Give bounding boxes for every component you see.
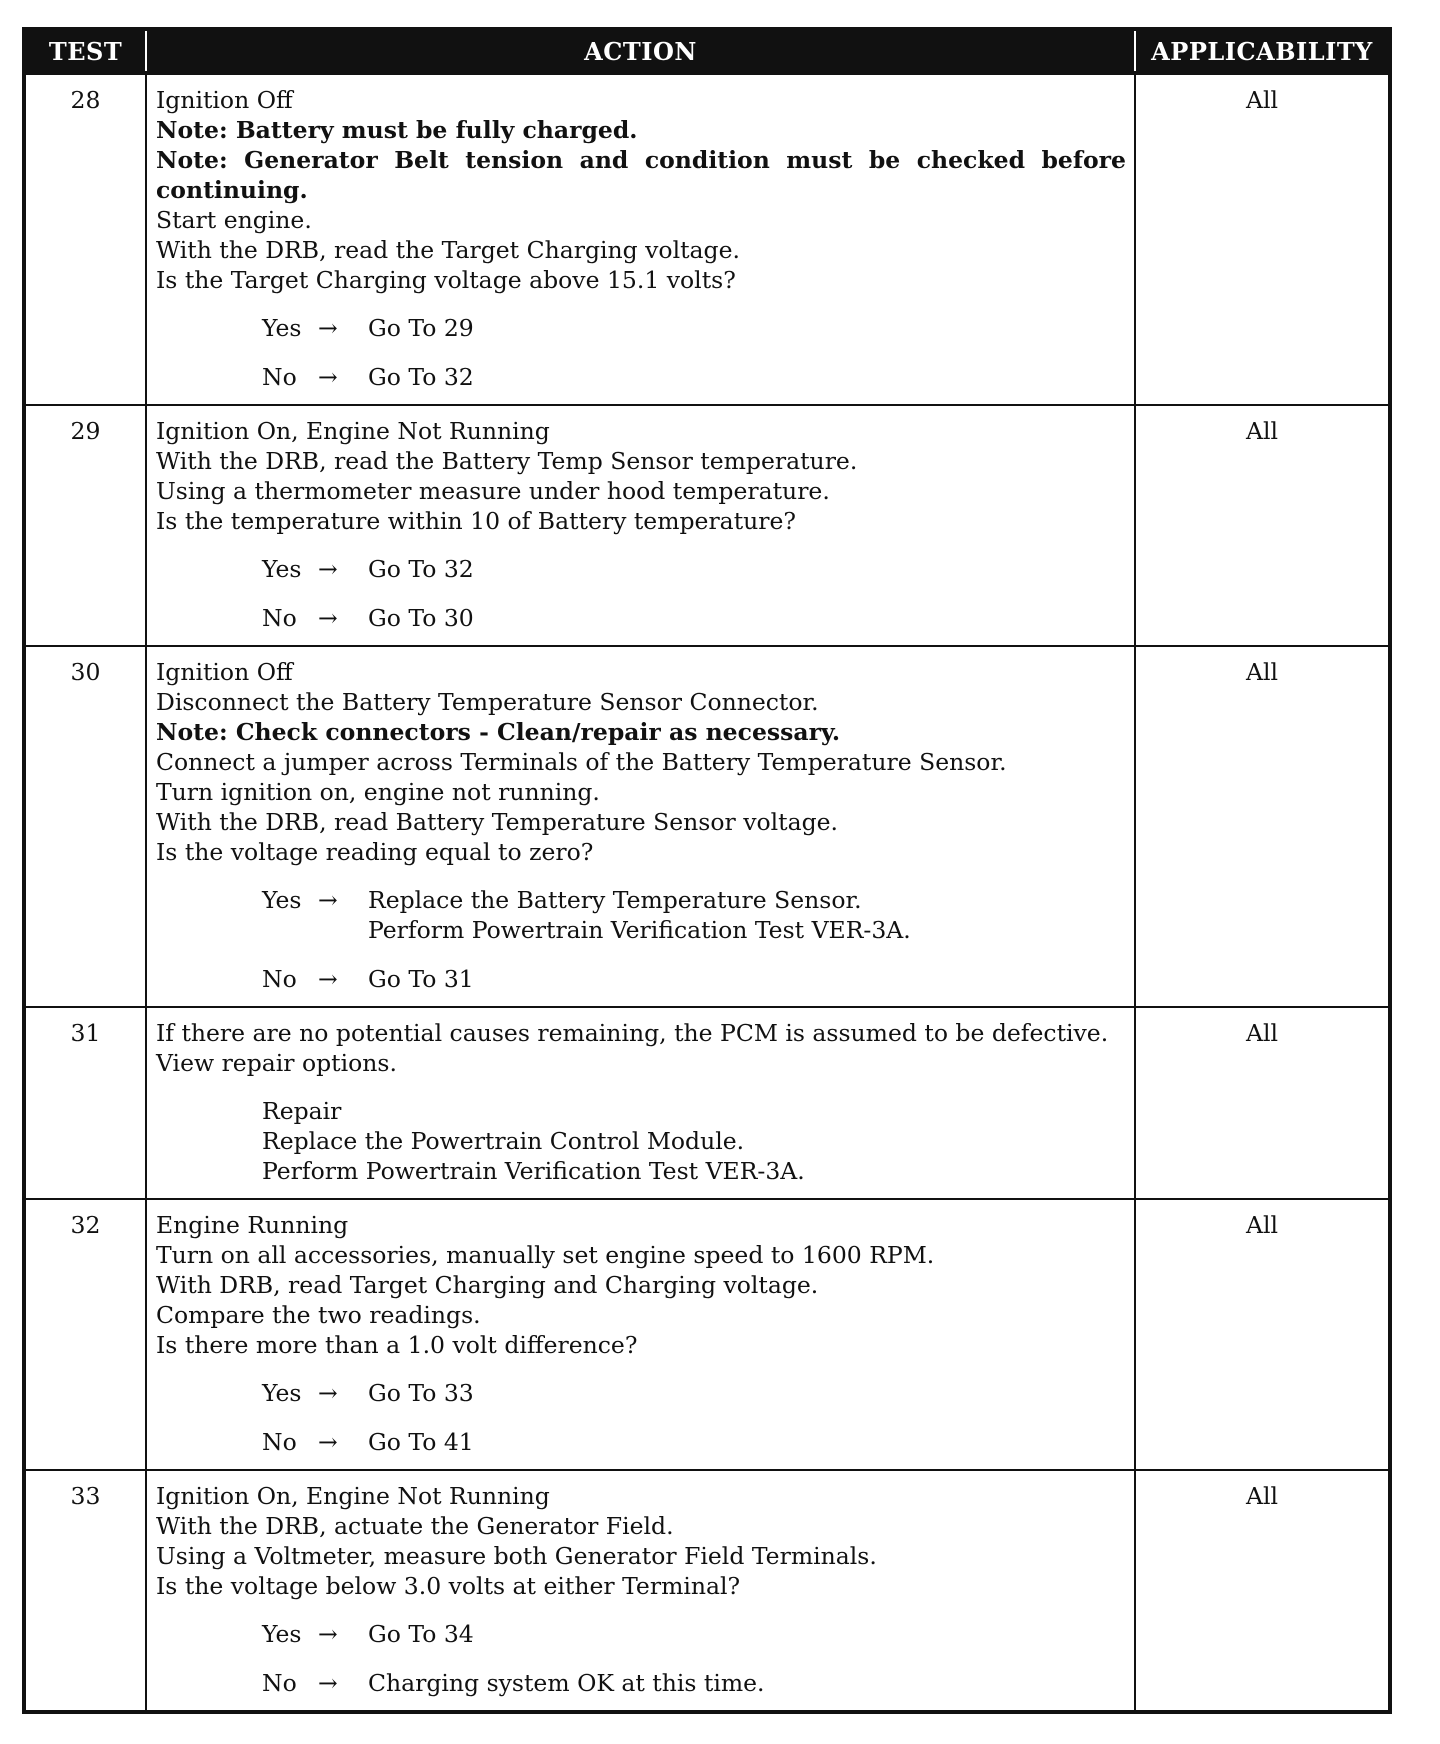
- result-outcome: [368, 1668, 765, 1698]
- applicability-cell: All: [1135, 73, 1390, 405]
- table-row: [24, 73, 1390, 405]
- action-step: With the DRB, actuate the Generator Field.: [156, 1512, 674, 1540]
- result-answer: No: [262, 363, 297, 391]
- action-step: Is the voltage below 3.0 volts at either Terminal?: [156, 1572, 741, 1600]
- repair-label: Repair: [262, 1097, 342, 1125]
- result-outcome-line: Go To 32: [368, 555, 474, 583]
- action-step: Ignition Off: [156, 658, 293, 686]
- result-answer: Yes: [262, 555, 302, 583]
- result-branch: [156, 1668, 1126, 1698]
- applicability-cell: All: [1135, 405, 1390, 646]
- result-answer: Yes: [262, 314, 302, 342]
- applicability-cell: All: [1135, 646, 1390, 1007]
- result-outcome-line: Perform Powertrain Verification Test VER-3A.: [368, 916, 911, 944]
- action-step: Ignition On, Engine Not Running: [156, 1482, 550, 1510]
- right-arrow-icon: →: [318, 363, 338, 391]
- result-branch: [156, 1619, 1126, 1649]
- result-outcome-line: Go To 33: [368, 1379, 474, 1407]
- header-applicability: APPLICABILITY: [1135, 29, 1390, 73]
- result-answer: Yes: [262, 886, 302, 914]
- action-step: With the DRB, read the Target Charging voltage.: [156, 236, 740, 264]
- action-step: With the DRB, read the Battery Temp Sensor temperature.: [156, 447, 858, 475]
- test-number: 32: [24, 1199, 146, 1470]
- result-branch: [156, 885, 1126, 945]
- result-answer: No: [262, 1428, 297, 1456]
- result-branch: [156, 554, 1126, 584]
- right-arrow-icon: →: [318, 965, 338, 993]
- right-arrow-icon: →: [318, 1428, 338, 1456]
- action-step: Disconnect the Battery Temperature Sensor Connector.: [156, 688, 819, 716]
- right-arrow-icon: →: [318, 604, 338, 632]
- result-outcome: [368, 964, 474, 994]
- result-branch: [156, 313, 1126, 343]
- table-row: [24, 1199, 1390, 1470]
- result-outcome: [368, 885, 911, 945]
- applicability-cell: All: [1135, 1007, 1390, 1199]
- action-note: Note: Generator Belt tension and condition must be checked before continuing.: [156, 146, 1126, 204]
- result-outcome-line: Go To 29: [368, 314, 474, 342]
- result-outcome-line: Charging system OK at this time.: [368, 1669, 765, 1697]
- action-step: View repair options.: [156, 1049, 397, 1077]
- right-arrow-icon: →: [318, 555, 338, 583]
- test-number: 28: [24, 73, 146, 405]
- result-branch: [156, 964, 1126, 994]
- result-outcome-line: Replace the Battery Temperature Sensor.: [368, 886, 862, 914]
- repair-step: Replace the Powertrain Control Module.: [262, 1127, 745, 1155]
- result-branch: [156, 603, 1126, 633]
- action-cell: [146, 1199, 1135, 1470]
- test-number: 33: [24, 1470, 146, 1712]
- result-outcome: [368, 554, 474, 584]
- action-note: Note: Check connectors - Clean/repair as necessary.: [156, 718, 841, 746]
- action-cell: [146, 405, 1135, 646]
- applicability-cell: All: [1135, 1470, 1390, 1712]
- result-answer: Yes: [262, 1620, 302, 1648]
- action-step: Ignition On, Engine Not Running: [156, 417, 550, 445]
- header-test: TEST: [24, 29, 146, 73]
- result-outcome: [368, 313, 474, 343]
- table-row: [24, 1007, 1390, 1199]
- result-branch: [156, 1378, 1126, 1408]
- test-number: 30: [24, 646, 146, 1007]
- action-step: Turn on all accessories, manually set engine speed to 1600 RPM.: [156, 1241, 935, 1269]
- repair-step: Perform Powertrain Verification Test VER-3A.: [262, 1157, 805, 1185]
- action-step: Turn ignition on, engine not running.: [156, 778, 600, 806]
- action-step: Engine Running: [156, 1211, 349, 1239]
- action-step: Using a thermometer measure under hood temperature.: [156, 477, 830, 505]
- action-cell: [146, 73, 1135, 405]
- test-number: 29: [24, 405, 146, 646]
- action-cell: [146, 646, 1135, 1007]
- right-arrow-icon: →: [318, 1379, 338, 1407]
- action-step: With the DRB, read Battery Temperature Sensor voltage.: [156, 808, 839, 836]
- result-outcome: [368, 1619, 474, 1649]
- action-note: Note: Battery must be fully charged.: [156, 116, 638, 144]
- result-answer: No: [262, 965, 297, 993]
- action-step: Is the voltage reading equal to zero?: [156, 838, 594, 866]
- result-outcome: [368, 1378, 474, 1408]
- result-outcome: [368, 362, 474, 392]
- table-header-row: [24, 29, 1390, 73]
- right-arrow-icon: →: [318, 886, 338, 914]
- action-step: With DRB, read Target Charging and Charging voltage.: [156, 1271, 819, 1299]
- table-row: [24, 405, 1390, 646]
- action-step: Compare the two readings.: [156, 1301, 481, 1329]
- action-step: Is the Target Charging voltage above 15.1 volts?: [156, 266, 736, 294]
- result-answer: No: [262, 604, 297, 632]
- table-row: [24, 646, 1390, 1007]
- diagnostic-test-table: [22, 27, 1392, 1714]
- header-action: ACTION: [146, 29, 1135, 73]
- result-branch: [156, 1427, 1126, 1457]
- action-step: If there are no potential causes remaining, the PCM is assumed to be defective.: [156, 1019, 1109, 1047]
- result-answer: Yes: [262, 1379, 302, 1407]
- right-arrow-icon: →: [318, 314, 338, 342]
- action-step: Start engine.: [156, 206, 312, 234]
- applicability-cell: All: [1135, 1199, 1390, 1470]
- result-outcome-line: Go To 30: [368, 604, 474, 632]
- result-outcome-line: Go To 31: [368, 965, 474, 993]
- action-step: Is there more than a 1.0 volt difference?: [156, 1331, 638, 1359]
- result-outcome: [368, 1427, 474, 1457]
- action-step: Ignition Off: [156, 86, 293, 114]
- action-step: Connect a jumper across Terminals of the Battery Temperature Sensor.: [156, 748, 1007, 776]
- action-step: Using a Voltmeter, measure both Generator Field Terminals.: [156, 1542, 877, 1570]
- result-outcome: [368, 603, 474, 633]
- result-branch: [156, 362, 1126, 392]
- result-outcome-line: Go To 34: [368, 1620, 474, 1648]
- action-step: Is the temperature within 10 of Battery temperature?: [156, 507, 797, 535]
- action-cell: [146, 1007, 1135, 1199]
- test-number: 31: [24, 1007, 146, 1199]
- action-cell: [146, 1470, 1135, 1712]
- table-row: [24, 1470, 1390, 1712]
- right-arrow-icon: →: [318, 1620, 338, 1648]
- result-outcome-line: Go To 32: [368, 363, 474, 391]
- result-answer: No: [262, 1669, 297, 1697]
- right-arrow-icon: →: [318, 1669, 338, 1697]
- result-outcome-line: Go To 41: [368, 1428, 474, 1456]
- repair-steps: [156, 1126, 1126, 1186]
- table-body: [24, 73, 1390, 1712]
